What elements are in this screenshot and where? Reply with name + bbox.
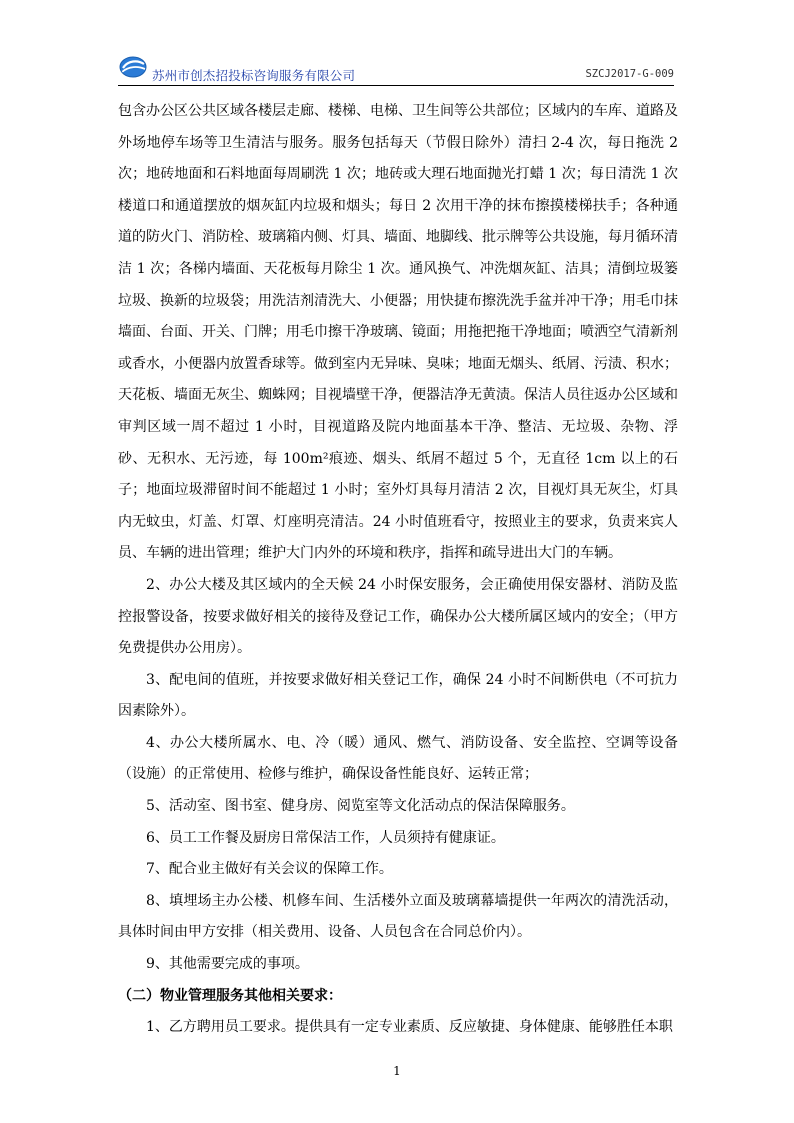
header-divider [118, 85, 674, 86]
page-header [118, 52, 674, 86]
body-paragraph-7: 7、配合业主做好有关会议的保障工作。 [146, 861, 393, 878]
body-paragraph-5: 5、活动室、图书室、健身房、阅览室等文化活动点的保洁保障服务。 [146, 798, 575, 815]
body-paragraph-9: 9、其他需要完成的事项。 [146, 956, 309, 973]
page-number: 1 [393, 1064, 401, 1078]
body-paragraph-6: 6、员工工作餐及厨房日常保洁工作，人员须持有健康证。 [146, 829, 505, 846]
company-logo-icon [118, 54, 148, 80]
body-paragraph-4: 4、办公大楼所属水、电、冷（暖）通风、燃气、消防设备、安全监控、空调等设备（设施）的正常使用、检修与维护，确保设备性能良好、运转正常； [118, 734, 678, 783]
body-paragraph-2: 2、办公大楼及其区域内的全天候 24 小时保安服务，会正确使用保安器材、消防及监控报警设备，按要求做好相关的接待及登记工作，确保办公大楼所属区域内的安全；（甲方免费提供办公用房）。 [118, 576, 678, 657]
document-number: SZCJ2017-G-009 [585, 68, 674, 80]
company-name: 苏州市创杰招投标咨询服务有限公司 [152, 68, 356, 83]
body-paragraph-1: 包含办公区公共区域各楼层走廊、楼梯、电梯、卫生间等公共部位；区域内的车库、道路及外场地停车场等卫生清洁与服务。服务包括每天（节假日除外）清扫 2-4 次，每日拖洗 2 次；地砖地面和石料地面每周刷洗 1 次；地砖或大理石地面抛光打蜡 1 次；每日清洗 1 次楼道口和通道摆放的烟灰缸内垃圾和烟头；每日 2 次用干净的抹布擦摸楼梯扶手；各种通道的防火门、消防栓、玻璃箱内侧、灯具、墙面、地脚线、批示牌等公共设施，每月循环清洁 1 次；各梯内墙面、天花板每月除尘 1 次。通风换气、冲洗烟灰缸、洁具；清倒垃圾篓垃圾、换新的垃圾袋；用洗洁剂清洗大、小便器；用快捷布擦洗洗手盆并冲干净；用毛巾抹墙面、台面、开关、门牌；用毛巾擦干净玻璃、镜面；用拖把拖干净地面；喷洒空气清新剂或香水，小便器内放置香球等。做到室内无异味、臭味；地面无烟头、纸屑、污渍、积水；天花板、墙面无灰尘、蜘蛛网；目视墙壁干净，便器洁净无黄渍。保洁人员往返办公区域和审判区域一周不超过 1 小时，目视道路及院内地面基本干净、整洁、无垃圾、杂物、浮砂、无积水、无污迹，每 100m²痕迹、烟头、纸屑不超过 5 个，无直径 1cm 以上的石子；地面垃圾滞留时间不能超过 1 小时；室外灯具每月清洁 2 次，目视灯具无灰尘，灯具内无蚊虫，灯盖、灯罩、灯座明亮清洁。24 小时值班看守，按照业主的要求，负责来宾人员、车辆的进出管理；维护大门内外的环境和秩序，指挥和疏导进出大门的车辆。 [118, 103, 678, 562]
document-body [118, 96, 678, 1044]
body-paragraph-8: 8、填埋场主办公楼、机修车间、生活楼外立面及玻璃幕墙提供一年两次的清洗活动，具体时间由甲方安排（相关费用、设备、人员包含在合同总价内）。 [118, 892, 678, 941]
body-paragraph-3: 3、配电间的值班，并按要求做好相关登记工作，确保 24 小时不间断供电（不可抗力因素除外）。 [118, 671, 678, 720]
section-heading: （二）物业管理服务其他相关要求： [118, 987, 342, 1004]
body-paragraph-10: 1、乙方聘用员工要求。提供具有一定专业素质、反应敏捷、身体健康、能够胜任本职 [146, 1019, 673, 1036]
